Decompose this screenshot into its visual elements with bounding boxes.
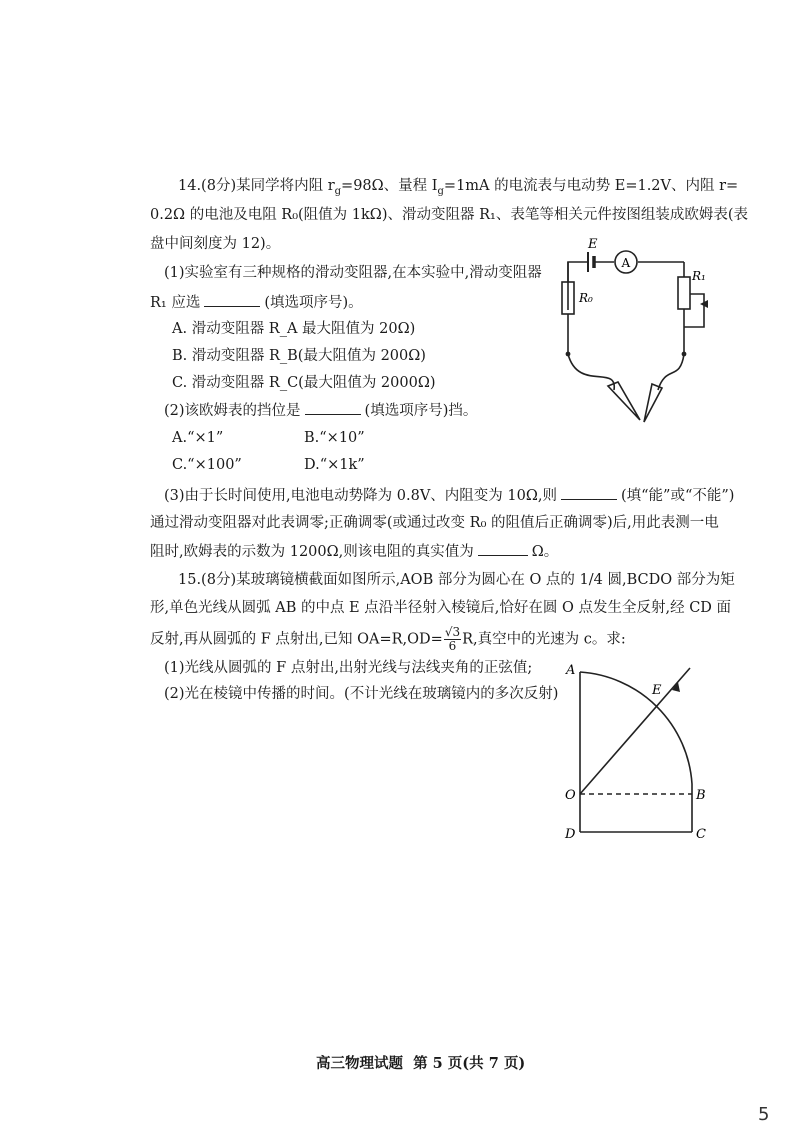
q14-part3-line-a — [164, 485, 734, 506]
answer-blank[interactable] — [561, 485, 617, 500]
label-d: D — [565, 827, 576, 842]
q15-line-1: 15.(8分)某玻璃镜横截面如图所示,AOB 部分为圆心在 O 点的 1/4 圆,BCDO 部分为矩 — [178, 572, 735, 588]
q14-text: (3)由于长时间使用,电池电动势降为 0.8V、内阻变为 10Ω,则 — [164, 488, 557, 504]
q14-text: 阻时,欧姆表的示数为 1200Ω,则该电阻的真实值为 — [150, 544, 474, 560]
q14-part1-line-a: (1)实验室有三种规格的滑动变阻器,在本实验中,滑动变阻器 — [164, 265, 542, 281]
subscript: g — [334, 185, 342, 197]
page-number: 第 5 页(共 7 页) — [413, 1055, 526, 1072]
ammeter-label: A — [621, 256, 631, 270]
fraction-denominator: 6 — [448, 639, 457, 653]
fraction-sqrt3-over-6 — [444, 626, 461, 653]
q14-text: (填选项序号)挡。 — [364, 403, 478, 419]
q14-part3-line-b: 通过滑动变阻器对此表调零;正确调零(或通过改变 R₀ 的阻值后正确调零)后,用此表测一电 — [150, 515, 719, 531]
q14-text: =1mA 的电流表与电动势 E=1.2V、内阻 r= — [443, 178, 739, 194]
subscript: g — [437, 185, 444, 197]
q14-text: (填“能”或“不能”) — [620, 488, 735, 504]
answer-blank[interactable] — [305, 400, 361, 415]
q14-text: (填选项序号)。 — [264, 295, 363, 311]
answer-blank[interactable] — [204, 292, 260, 307]
answer-blank[interactable] — [478, 541, 528, 556]
option-a: A. 滑动变阻器 R_A 最大阻值为 20Ω) — [172, 321, 416, 337]
q14-text: =98Ω、量程 I — [341, 178, 438, 194]
q15-line-3 — [150, 626, 626, 653]
choice-d: D.“×1k” — [304, 457, 365, 473]
q15-text: R,真空中的光速为 c。求: — [462, 631, 626, 648]
choice-c: C.“×100” — [172, 457, 242, 473]
label-r1: R₁ — [692, 269, 706, 283]
option-b: B. 滑动变阻器 R_B(最大阻值为 200Ω) — [172, 348, 426, 364]
corner-page-number: 5 — [758, 1104, 770, 1125]
exam-title: 高三物理试题 — [316, 1055, 403, 1072]
q14-text: 14.(8分)某同学将内阻 r — [178, 178, 335, 194]
q14-text: (2)该欧姆表的挡位是 — [164, 403, 301, 419]
choice-a: A.“×1” — [172, 430, 224, 446]
label-e: E — [588, 237, 598, 252]
q14-part1-line-b — [150, 292, 363, 313]
fraction-numerator: √3 — [444, 625, 461, 639]
q14-line-2: 0.2Ω 的电池及电阻 R₀(阻值为 1kΩ)、滑动变阻器 R₁、表笔等相关元件按图组装成欧姆表(表 — [150, 207, 748, 223]
glass-prism-diagram — [560, 660, 720, 850]
q15-line-2: 形,单色光线从圆弧 AB 的中点 E 点沿半径射入棱镜后,恰好在圆 O 点发生全反射,经 CD 面 — [150, 600, 732, 616]
page-footer — [316, 1054, 525, 1074]
ohmmeter-circuit-diagram — [548, 232, 718, 432]
label-c: C — [696, 827, 706, 842]
choice-b: B.“×10” — [304, 430, 365, 446]
q14-line-3: 盘中间刻度为 12)。 — [150, 236, 281, 252]
q15-part2: (2)光在棱镜中传播的时间。(不计光线在玻璃镜内的多次反射) — [164, 686, 559, 702]
q14-text: R₁ 应选 — [150, 295, 201, 311]
label-o: O — [565, 788, 576, 803]
label-e: E — [652, 683, 662, 698]
q15-part1: (1)光线从圆弧的 F 点射出,出射光线与法线夹角的正弦值; — [164, 660, 533, 676]
label-r0: R₀ — [579, 291, 593, 305]
option-c: C. 滑动变阻器 R_C(最大阻值为 2000Ω) — [172, 375, 436, 391]
label-a: A — [566, 663, 576, 678]
q14-part3-line-c — [150, 541, 558, 562]
q14-line-1 — [178, 176, 738, 202]
q15-text: 反射,再从圆弧的 F 点射出,已知 OA=R,OD= — [150, 631, 443, 648]
q14-text: Ω。 — [531, 544, 559, 560]
q14-part2 — [164, 400, 477, 421]
label-b: B — [696, 788, 706, 803]
